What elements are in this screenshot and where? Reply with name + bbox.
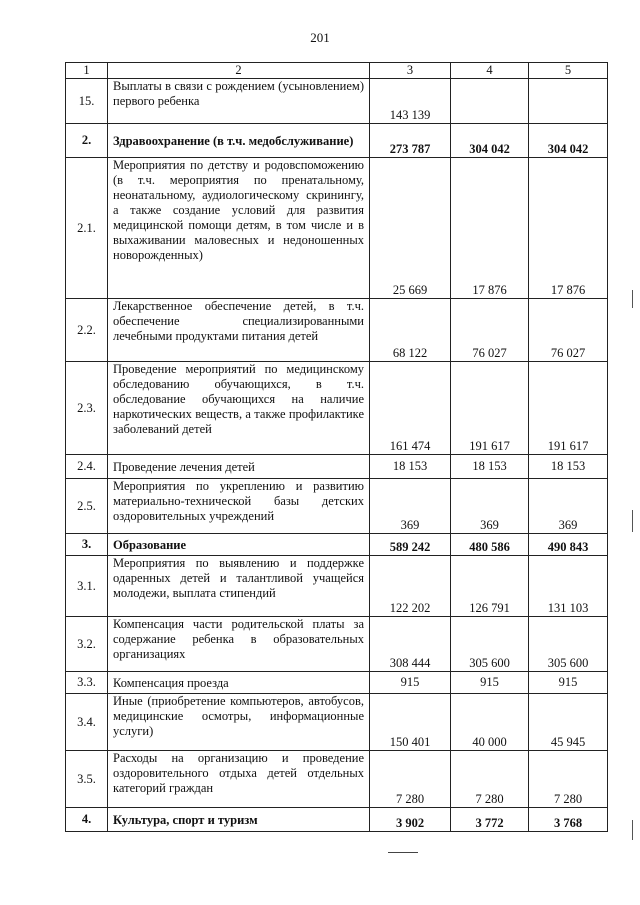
row-value-col5: 3 768	[529, 808, 608, 832]
table-row	[66, 556, 608, 617]
row-value-col5: 45 945	[529, 694, 608, 751]
row-value-col3: 3 902	[370, 808, 451, 832]
row-value-col3: 25 669	[370, 158, 451, 299]
row-name: Компенсация проезда	[108, 672, 370, 694]
table-row	[66, 124, 608, 158]
row-number: 3.4.	[66, 694, 108, 751]
table-row	[66, 808, 608, 832]
row-value-col4: 17 876	[451, 158, 529, 299]
row-name: Иные (приобретение компьютеров, автобусов, медицинские осмотры, информационные услуги)	[108, 694, 370, 751]
budget-table	[65, 62, 608, 832]
row-value-col4: 480 586	[451, 534, 529, 556]
row-value-col3: 161 474	[370, 362, 451, 455]
row-value-col5: 304 042	[529, 124, 608, 158]
header-col-4: 4	[451, 63, 529, 79]
row-number: 3.3.	[66, 672, 108, 694]
row-name: Здравоохранение (в т.ч. медобслуживание)	[108, 124, 370, 158]
row-value-col3: 68 122	[370, 299, 451, 362]
row-name: Мероприятия по выявлению и поддержке одаренных детей и талантливой учащейся молодежи, выплата стипендий	[108, 556, 370, 617]
table-header-row	[66, 63, 608, 79]
row-value-col4: 191 617	[451, 362, 529, 455]
row-value-col4: 76 027	[451, 299, 529, 362]
row-value-col3: 18 153	[370, 455, 451, 479]
table-row	[66, 751, 608, 808]
row-name: Мероприятия по детству и родовспоможению (в т.ч. мероприятия по пренатальному, неонатальному, аудиологическому скринингу, а также создание условий для развития медицинской помощи детям, в том числе и в выхаживании маловесных и недоношенных новорожденных)	[108, 158, 370, 299]
scan-edge-mark	[632, 290, 633, 308]
row-value-col5: 305 600	[529, 617, 608, 672]
scan-edge-mark	[632, 820, 633, 840]
row-value-col5: 76 027	[529, 299, 608, 362]
header-col-2: 2	[108, 63, 370, 79]
row-value-col4	[451, 79, 529, 124]
row-number: 2.1.	[66, 158, 108, 299]
table-row	[66, 617, 608, 672]
row-name: Выплаты в связи с рождением (усыновлением) первого ребенка	[108, 79, 370, 124]
table-row	[66, 455, 608, 479]
row-number: 4.	[66, 808, 108, 832]
row-value-col4: 18 153	[451, 455, 529, 479]
row-number: 15.	[66, 79, 108, 124]
row-name: Образование	[108, 534, 370, 556]
row-name: Проведение мероприятий по медицинскому обследованию обучающихся, в т.ч. обследование обучающихся на наличие наркотических веществ, а также профилактике заболеваний детей	[108, 362, 370, 455]
row-name: Проведение лечения детей	[108, 455, 370, 479]
table-row	[66, 479, 608, 534]
table-row	[66, 534, 608, 556]
row-value-col4: 3 772	[451, 808, 529, 832]
row-value-col5	[529, 79, 608, 124]
table-row	[66, 694, 608, 751]
row-number: 2.	[66, 124, 108, 158]
table-row	[66, 79, 608, 124]
row-name: Лекарственное обеспечение детей, в т.ч. обеспечение специализированными лечебными продуктами питания детей	[108, 299, 370, 362]
table-row	[66, 158, 608, 299]
row-value-col5: 191 617	[529, 362, 608, 455]
row-number: 2.2.	[66, 299, 108, 362]
row-value-col5: 369	[529, 479, 608, 534]
row-value-col4: 7 280	[451, 751, 529, 808]
row-value-col5: 18 153	[529, 455, 608, 479]
row-value-col3: 7 280	[370, 751, 451, 808]
row-value-col4: 40 000	[451, 694, 529, 751]
row-value-col3: 150 401	[370, 694, 451, 751]
row-value-col4: 304 042	[451, 124, 529, 158]
table-row	[66, 362, 608, 455]
row-value-col3: 308 444	[370, 617, 451, 672]
header-col-5: 5	[529, 63, 608, 79]
row-value-col3: 122 202	[370, 556, 451, 617]
row-name: Расходы на организацию и проведение оздоровительного отдыха детей отдельных категорий граждан	[108, 751, 370, 808]
row-number: 3.5.	[66, 751, 108, 808]
row-value-col3: 273 787	[370, 124, 451, 158]
row-value-col5: 131 103	[529, 556, 608, 617]
scan-mark	[388, 852, 418, 853]
scan-edge-mark	[632, 510, 633, 532]
header-col-3: 3	[370, 63, 451, 79]
row-value-col3: 915	[370, 672, 451, 694]
row-number: 2.3.	[66, 362, 108, 455]
row-value-col3: 369	[370, 479, 451, 534]
row-number: 3.2.	[66, 617, 108, 672]
row-number: 2.4.	[66, 455, 108, 479]
row-number: 3.1.	[66, 556, 108, 617]
row-name: Культура, спорт и туризм	[108, 808, 370, 832]
row-value-col5: 915	[529, 672, 608, 694]
header-col-1: 1	[66, 63, 108, 79]
row-name: Мероприятия по укреплению и развитию материально-технической базы детских оздоровительных учреждений	[108, 479, 370, 534]
row-value-col4: 369	[451, 479, 529, 534]
row-value-col4: 126 791	[451, 556, 529, 617]
row-value-col4: 305 600	[451, 617, 529, 672]
row-value-col5: 7 280	[529, 751, 608, 808]
row-name: Компенсация части родительской платы за содержание ребенка в образовательных организациях	[108, 617, 370, 672]
row-value-col5: 490 843	[529, 534, 608, 556]
row-value-col5: 17 876	[529, 158, 608, 299]
row-number: 3.	[66, 534, 108, 556]
row-value-col3: 143 139	[370, 79, 451, 124]
table-row	[66, 299, 608, 362]
table-row	[66, 672, 608, 694]
row-number: 2.5.	[66, 479, 108, 534]
row-value-col4: 915	[451, 672, 529, 694]
page-number: 201	[310, 30, 330, 45]
row-value-col3: 589 242	[370, 534, 451, 556]
